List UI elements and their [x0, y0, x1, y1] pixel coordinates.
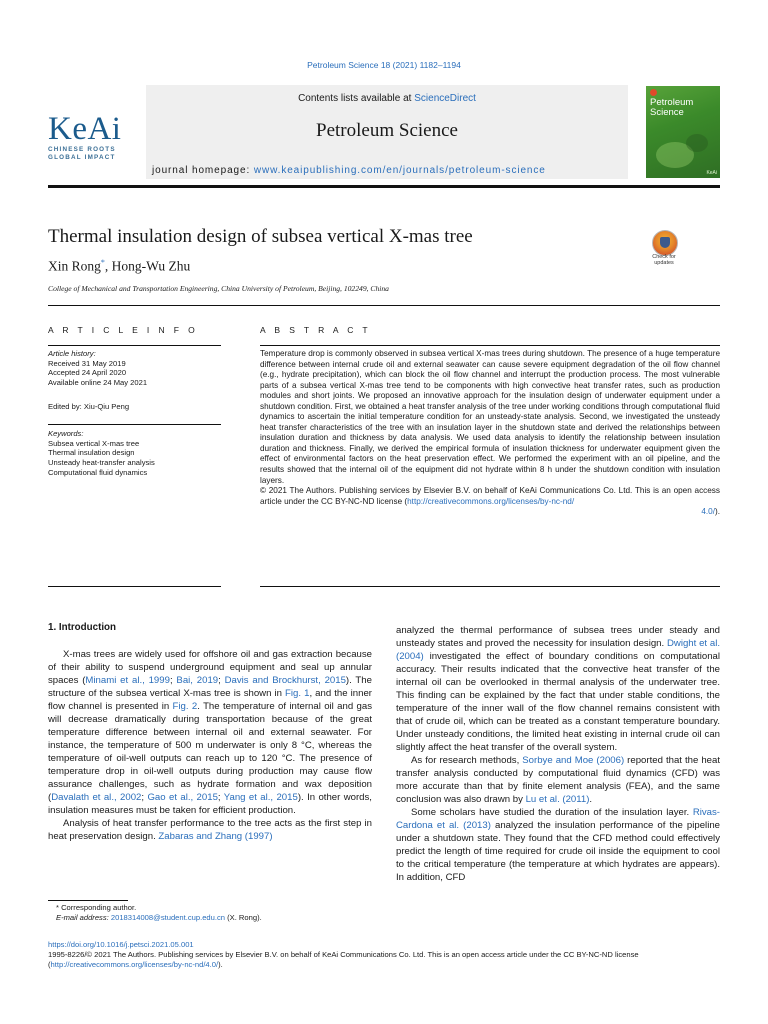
- keyword: Computational fluid dynamics: [48, 467, 148, 477]
- citation-link[interactable]: Fig. 2: [172, 701, 198, 712]
- paragraph: Analysis of heat transfer performance to the tree acts as the first step in heat preservation design. Zabaras and Zhang (1997): [48, 818, 372, 842]
- page-footer: [48, 940, 720, 971]
- keyword: Subsea vertical X-mas tree: [48, 438, 140, 448]
- cover-footer: KeAi: [706, 170, 717, 176]
- check-for-updates-label: Check for updates: [652, 254, 676, 266]
- logo-wordmark: KeAi: [48, 111, 122, 147]
- cover-title: [650, 98, 693, 118]
- abstract-rule: [260, 586, 720, 587]
- author-separator: ,: [104, 258, 112, 274]
- logo-tagline-2: GLOBAL IMPACT: [48, 154, 116, 161]
- keyword: Unsteady heat-transfer analysis: [48, 458, 155, 468]
- license-close: ).: [218, 960, 223, 970]
- paragraph: As for research methods, Sorbye and Moe (2006) reported that the heat transfer analysis conducted by computational fluid dynamics (CFD) was more accurate than that by finite element analysis (FEA), and the same conclusion was also drawn by Lu et al. (2011).: [396, 755, 720, 805]
- article-info-rule: [48, 345, 221, 346]
- cover-title-line1: Petroleum: [650, 97, 694, 108]
- rights-close: ).: [714, 507, 720, 517]
- license-text: 1995-8226/© 2021 The Authors. Publishing services by Elsevier B.V. on behalf of KeAi Communications Co. Ltd. This is an open access article under the CC BY-NC-ND license: [48, 950, 639, 960]
- license-link[interactable]: http://creativecommons.org/licenses/by-nc-nd/: [407, 496, 575, 506]
- cover-art-shape: [686, 134, 708, 152]
- article-info-rule: [48, 424, 221, 425]
- paragraph: Some scholars have studied the duration of the insulation layer. Rivas-Cardona et al. (2013) analyzed the insulation performance of the pipeline under a shutdown state. They found that the CFD method could effectively predict the length of time required for crude oil inside the equipment to cool to the critical temperature (the temperature at which hydrates are appears). In addition, CFD: [396, 807, 720, 883]
- citation-link[interactable]: Rivas-Cardona et al. (2013): [396, 807, 720, 831]
- journal-cover-image[interactable]: [646, 86, 720, 178]
- citation-link[interactable]: Minami et al., 1999: [85, 675, 170, 686]
- publisher-logo[interactable]: [48, 112, 132, 162]
- keywords-label: Keywords:: [48, 429, 84, 438]
- title-rule: [48, 305, 720, 306]
- homepage-link[interactable]: www.keaipublishing.com/en/journals/petroleum-science: [253, 165, 546, 176]
- citation-link[interactable]: Sorbye and Moe (2006): [522, 755, 625, 766]
- email-label: E-mail address:: [56, 913, 111, 922]
- edited-by: Edited by: Xiu-Qiu Peng: [48, 402, 130, 411]
- corresponding-author-mark[interactable]: *: [100, 258, 105, 267]
- accepted-date: Accepted 24 April 2020: [48, 368, 127, 378]
- citation-link[interactable]: Gao et al., 2015: [147, 792, 218, 803]
- journal-name: Petroleum Science: [316, 120, 458, 141]
- article-history: [48, 349, 221, 388]
- paragraph: analyzed the thermal performance of subsea trees under steady and unsteady states and proved the necessity for insulation design. Dwight et al. (2004) investigated the effect of boundary conditions on computational accuracy. Their results indicated that the convective heat transfer of the internal oil can be overlooked in thermal analysis of the underwater tree. This finding can be explained by the fact that under stable conditions, the temperature of the inner wall of the flow channel remains consistent with that of crude oil, which can be treated as a constant temperature boundary. Under unsteady conditions, the limited heat existing in internal crude oil can slightly affect the heat transfer of the overall system.: [396, 625, 721, 753]
- license-open: (: [48, 960, 51, 970]
- homepage-label: journal homepage:: [152, 165, 254, 176]
- bookmark-icon: [652, 230, 678, 256]
- email-link[interactable]: 2018314008@student.cup.edu.cn: [110, 913, 225, 922]
- corresponding-author-note: * Corresponding author.: [56, 903, 137, 912]
- contents-prefix: Contents lists available at: [298, 93, 415, 104]
- body-column-right: [396, 624, 720, 884]
- cover-title-line2: Science: [650, 107, 684, 118]
- citation-link[interactable]: Dwight et al. (2004): [396, 638, 721, 662]
- check-for-updates-button[interactable]: [646, 228, 682, 268]
- license-url-line: [48, 960, 720, 970]
- citation-link[interactable]: Bai, 2019: [176, 675, 219, 686]
- email-suffix: (X. Rong).: [225, 913, 262, 922]
- citation-link[interactable]: Zabaras and Zhang (1997): [158, 831, 273, 842]
- abstract-text: Temperature drop is commonly observed in subsea vertical X-mas trees during shutdown. The presence of a huge temperature difference between internal crude oil and external seawater can cause severe equipment degradation of the oil flow channel (e.g., hydrate precipitation), which can block the oil flow channel and interrupt the production process. The most vulnerable parts of a subsea vertical X-mas tree tend to be components with high convective heat transfer rates, such as production modules and short joints. We proposed an innovative approach for the insulation design of underwater equipment under a shutdown condition. First, we obtained a heat transfer analysis of the tree under working conditions through computational fluid dynamics to ascertain the initial temperature condition for an unsteady-state analysis. Second, we investigated the unsteady heat transfer characteristics of the tree with an insulation layer in the shutdown state and derived the relationships between insulation duration and thickness by data analysis. We used data analysis to identify the relationship between insulation duration and thickness. Finally, we derived the empirical formula of insulation thickness for underwater equipment given the effect of environmental factors on the heat preservation effect. We performed the experiment with an oil pipeline, and the results showed that the internal oil of the equipment did not hydrate within 8 h under the shutdown condition with insulation layers.: [260, 349, 720, 485]
- journal-citation[interactable]: Petroleum Science 18 (2021) 1182–1194: [307, 60, 461, 70]
- email-line: [56, 913, 376, 923]
- cover-emblem-icon: [650, 89, 657, 96]
- affiliation: College of Mechanical and Transportation Engineering, China University of Petroleum, Beijing, 102249, China: [48, 284, 389, 293]
- abstract-rule: [260, 345, 720, 346]
- article-info-rule: [48, 586, 221, 587]
- abstract-rights: [260, 486, 720, 507]
- author-name: Xin Rong: [48, 258, 101, 274]
- citation-link[interactable]: Yang et al., 2015: [223, 792, 298, 803]
- keywords: [48, 429, 221, 478]
- license-link[interactable]: http://creativecommons.org/licenses/by-nc-nd/4.0/: [50, 960, 219, 970]
- citation-link[interactable]: Davalath et al., 2002: [51, 792, 142, 803]
- section-heading: 1. Introduction: [48, 622, 117, 633]
- author-list: [48, 258, 190, 275]
- footnote-rule: [48, 900, 128, 901]
- author-name: Hong-Wu Zhu: [111, 258, 191, 274]
- abstract-heading: A B S T R A C T: [260, 325, 372, 335]
- rights-text: © 2021 The Authors. Publishing services by Elsevier B.V. on behalf of KeAi Communications Co. Ltd. This is an open access article under the CC BY-NC-ND license (: [260, 486, 720, 506]
- online-date: Available online 24 May 2021: [48, 378, 148, 388]
- sciencedirect-link[interactable]: ScienceDirect: [414, 93, 476, 104]
- history-label: Article history:: [48, 349, 96, 358]
- contents-line: [146, 93, 628, 104]
- logo-tagline-1: CHINESE ROOTS: [48, 146, 116, 153]
- header-rule: [48, 185, 720, 188]
- doi-link[interactable]: https://doi.org/10.1016/j.petsci.2021.05.001: [48, 940, 194, 949]
- citation-link[interactable]: Davis and Brockhurst, 2015: [224, 675, 346, 686]
- keyword: Thermal insulation design: [48, 448, 135, 458]
- body-column-left: [48, 648, 372, 843]
- license-line: [48, 950, 720, 960]
- abstract-body: [260, 349, 720, 518]
- abstract-rights-end: [260, 507, 720, 518]
- article-info-heading: A R T I C L E I N F O: [48, 325, 199, 335]
- citation-link[interactable]: Fig. 1: [285, 688, 310, 699]
- citation-link[interactable]: Lu et al. (2011): [525, 794, 590, 805]
- license-link[interactable]: 4.0/: [701, 507, 715, 517]
- article-title: Thermal insulation design of subsea vertical X-mas tree: [48, 226, 473, 247]
- footnote: [56, 903, 376, 923]
- journal-homepage: [152, 165, 628, 176]
- paragraph: X-mas trees are widely used for offshore oil and gas extraction because of their ability to suspend underground equipment and seal up annular spaces (Minami et al., 1999; Bai, 2019; Davis and Brockhurst, 2015). The structure of the subsea vertical X-mas tree is shown in Fig. 1, and the inner flow channel is presented in Fig. 2. The temperature of internal oil and gas will decrease dramatically during transportation because of the great temperature difference between internal oil and external seawater. For instance, the temperature of 500 m underwater is only 8 °C, whereas the temperature of oil-well outputs can reach up to 120 °C. The presence of temperature drop in oil-well outputs during production may cause flow assurance challenges, such as hydrate formation and wax deposition (Davalath et al., 2002; Gao et al., 2015; Yang et al., 2015). In other words, insulation measures must be taken for efficient production.: [48, 649, 373, 816]
- received-date: Received 31 May 2019: [48, 358, 126, 368]
